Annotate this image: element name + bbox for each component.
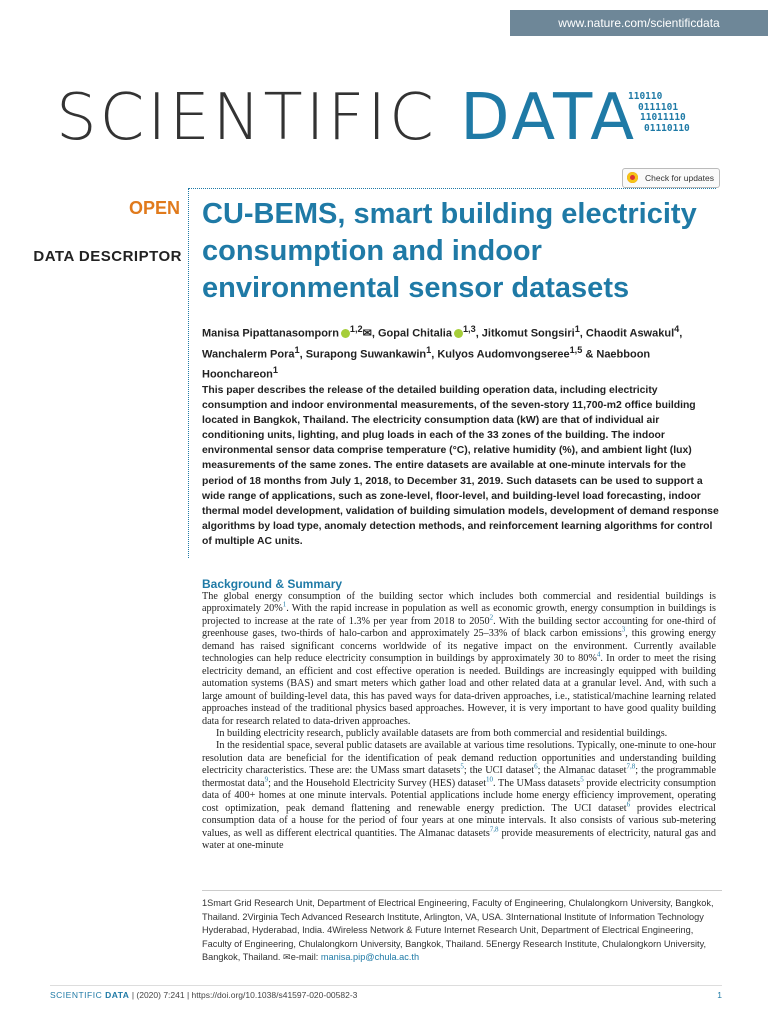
email-link[interactable]: manisa.pip@chula.ac.th [320, 952, 420, 963]
mail-icon[interactable]: ✉ [362, 327, 372, 340]
open-access-label: OPEN [128, 198, 180, 218]
divider [50, 985, 722, 986]
affiliation-sup: 1,2 [349, 324, 363, 334]
citation-link[interactable]: 7,8 [626, 762, 636, 771]
body-text [202, 591, 716, 853]
logo-bits-row: 11011110 [640, 112, 686, 123]
divider [188, 188, 189, 558]
paragraph: The global energy consumption of the building sector which includes both commercial and residential buildings is approximately 20%$^1$. With the rapid increase in population as well as economic growth, energy consumption in buildings is projected to increase at the rate of 1.3% per year from 2018 to 2050$^2$. With the building sector accounting for one-third of greenhouse gases, two-thirds of halo-carbon and approximately 25–33% of black carbon emissions$^3$, this growing energy demand has raised significant concerns worldwide of its negative impact on the environment. Currently available technologies can help reduce electricity consumption in buildings by approximately 30 to 80%$^4$. In order to meet the rising electricity demand, an efficient and cost effective operation is needed. Buildings are increasingly equipped with building automation systems (BAS) and smart meters which gather load and other related data at a granular level. And, with such a large amount of building-level data, this has paved ways for data-driven approaches, i.e., statistical/machine learning related approaches instead of the traditional physics based approaches. However, it is very important to have good quality building data for research related to data-driven approaches. [202, 591, 717, 727]
author-name[interactable]: , Wanchalerm Pora [202, 327, 683, 361]
logo-bits-row: 0111101 [638, 101, 679, 113]
affiliation-sup: 1 [294, 344, 300, 355]
logo-bits-row: 110110 [628, 91, 663, 102]
divider [202, 890, 722, 891]
author-name[interactable]: , Chaodit Aswakul [579, 327, 675, 340]
journal-url[interactable]: www.nature.com/scientificdata [510, 10, 768, 36]
citation-link[interactable]: 9 [264, 775, 269, 784]
section-heading: Background & Summary [202, 577, 343, 591]
affiliation-sup: 1 [574, 324, 580, 334]
citation-link[interactable]: 4 [596, 650, 601, 659]
footer-journal: SCIENTIFIC DATA [50, 990, 130, 1000]
citation-link[interactable]: 7,8 [489, 825, 499, 834]
logo-binary-graphic [628, 92, 690, 134]
abstract: This paper describes the release of the detailed building operation data, including electricity consumption and indoor environmental measurements, of the seven-story 11,700-m2 office building located in Bangkok, Thailand. The electricity consumption data (kW) are that of individual air conditioning units, lighting, and plug loads in each of the 33 zones of the building. The indoor environmental sensor data comprise temperature (°C), relative humidity (%), and ambient light (lux) measurements of the same zones. The entire datasets are available at one-minute intervals for the period of 18 months from July 1, 2018, to December 31, 2019. Such datasets can be used to support a wide range of applications, such as zone-level, floor-level, and building-level load forecasting, indoor thermal model development, validation of building simulation models, development of demand response algorithms by load type, anomaly detection methods, and reinforcement learning algorithms for control of multiple AC units. [202, 385, 719, 547]
citation-link[interactable]: 3 [621, 625, 626, 634]
paragraph: In the residential space, several public datasets are available at various time resolutions. Typically, one-minute to one-hour resolution data are beneficial for the identification of peak demand reduction opportunities and understanding building electricity characteristics. These are: the UMass smart datasets$^5$; the UCI dataset$^6$; the Almanac dataset$^{7,8}$; the programmable thermostat data$^9$; and the Household Electricity Survey (HES) dataset$^{10}$. The UMass datasets$^5$ provide electricity consumption data of 400+ homes at one minute intervals. Potential applications include home energy efficiency improvement, operating cost optimization, peak demand flattening and renewable energy prediction. The UCI dataset$^6$ provides electrical consumption data of a house for the period of four years at one minute intervals. It also consists of various sub-metering values, as well as different electrical quantities. The Almanac datasets$^{7,8}$ provide measurements of electricity, natural gas and water at one-minute [202, 740, 716, 852]
paragraph: In building electricity research, publicly available datasets are from both commercial and residential buildings. [216, 727, 668, 739]
author-name[interactable]: Manisa Pipattanasomporn [202, 327, 339, 340]
citation-link[interactable]: 6 [534, 762, 538, 771]
citation-link[interactable]: 6 [626, 800, 631, 809]
doi-link[interactable]: (2020) 7:241 | https://doi.org/10.1038/s41597-020-00582-3 [136, 990, 358, 1000]
affiliation-sup: 1 [426, 344, 432, 355]
citation-link[interactable]: 5 [580, 775, 584, 784]
author-name[interactable]: , Surapong Suwankawin [299, 348, 427, 361]
orcid-icon[interactable] [454, 329, 463, 338]
divider [188, 188, 716, 189]
author-list [202, 321, 722, 383]
logo-data: DATA [460, 81, 638, 155]
author-name[interactable]: , Jitkomut Songsiri [475, 327, 575, 340]
journal-logo [56, 78, 637, 158]
crossmark-icon [627, 172, 638, 183]
affiliation-sup: 4 [674, 324, 680, 334]
citation-link[interactable]: 1 [282, 601, 287, 610]
affiliation-sup: 1,3 [462, 324, 476, 334]
affiliation-sup: 1,5 [569, 344, 583, 355]
orcid-icon[interactable] [341, 329, 350, 338]
author-name[interactable]: , Kulyos Audomvongseree [431, 348, 570, 361]
article-title: CU-BEMS, smart building electricity consumption and indoor environmental sensor datasets [202, 198, 697, 304]
citation-link[interactable]: 10 [486, 775, 494, 784]
logo-bits-row: 01110110 [644, 122, 690, 134]
citation-link[interactable]: 5 [460, 762, 464, 771]
affiliations: 1Smart Grid Research Unit, Department of Electrical Engineering, Faculty of Engineering, Chulalongkorn University, Bangkok, Thailand. 2Virginia Tech Advanced Research Institute, Arlington, VA, USA. 3International Institute of Information Technology Hyderabad, Hyderabad, India. 4Wireless Network & Future Internet Research Unit, Department of Electrical Engineering, Faculty of Engineering, Chulalongkorn University, Bangkok, Thailand. 5Energy Research Institute, Chulalongkorn University, Bangkok, Thailand. ✉e-mail: manisa.pip@chula.ac.th [202, 898, 714, 963]
author-name[interactable]: & Naebboon Hoonchareon [202, 348, 651, 381]
logo-scientific: SCIENTIFIC [56, 81, 461, 155]
check-for-updates-button[interactable] [622, 168, 720, 188]
article-type: DATA DESCRIPTOR [33, 248, 182, 265]
author-name[interactable]: , Gopal Chitalia [371, 327, 452, 340]
affiliation-sup: 1 [272, 365, 278, 376]
mail-icon: ✉ [283, 952, 291, 963]
check-for-updates-label: Check for updates [645, 173, 714, 183]
citation-link[interactable]: 2 [489, 613, 494, 622]
page-number: 1 [717, 990, 722, 1000]
page-footer: SCIENTIFIC DATA | (2020) 7:241 | https://doi.org/10.1038/s41597-020-00582-3 1 [50, 990, 722, 1000]
